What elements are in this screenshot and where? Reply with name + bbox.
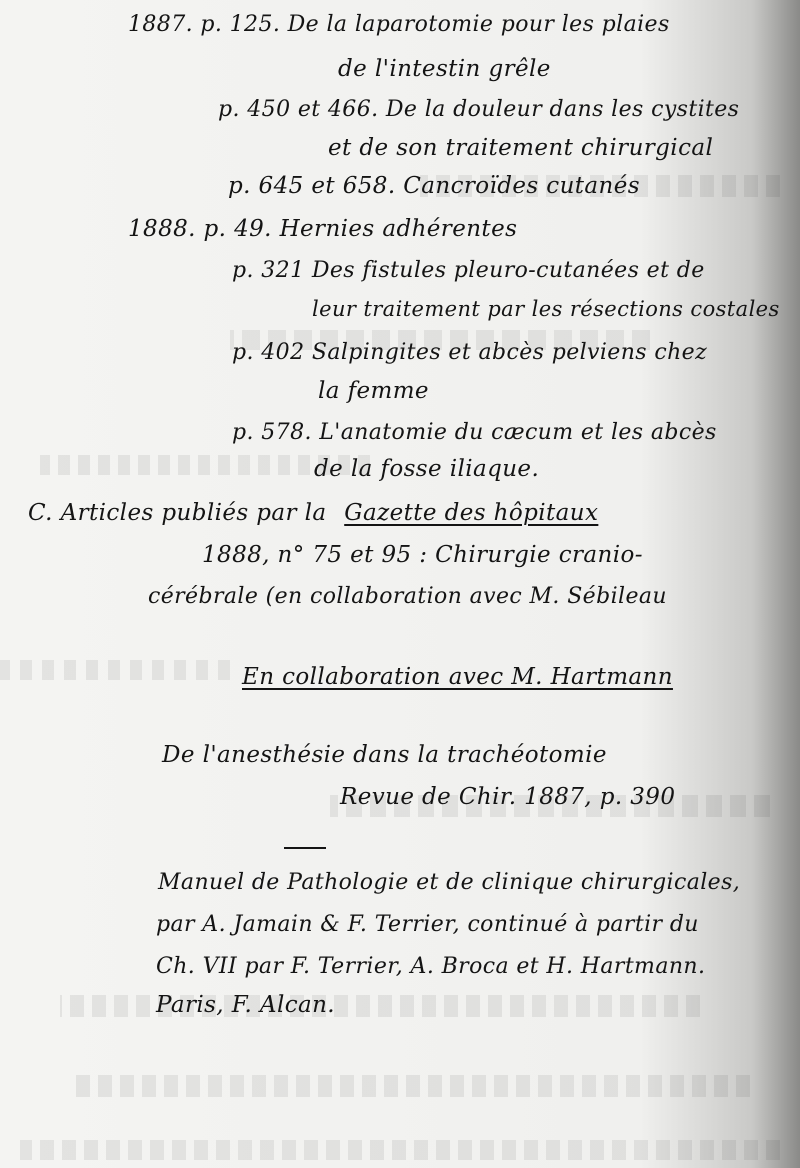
text-line: de la fosse iliaque.	[314, 456, 540, 482]
separator-dash	[284, 847, 326, 849]
text-line: Paris, F. Alcan.	[156, 992, 336, 1018]
journal-title: Gazette des hôpitaux	[344, 500, 599, 526]
text-line: p. 321 Des fistules pleuro-cutanées et de	[232, 258, 705, 283]
text-line: 1888, n° 75 et 95 : Chirurgie cranio-	[202, 542, 643, 568]
text-line: 1887. p. 125. De la laparotomie pour les plaies	[128, 12, 670, 37]
section-heading-label: C. Articles publiés par la	[28, 500, 327, 526]
text-line: Ch. VII par F. Terrier, A. Broca et H. Hartmann.	[156, 954, 706, 979]
collaboration-heading: En collaboration avec M. Hartmann	[242, 664, 673, 690]
text-line: cérébrale (en collaboration avec M. Sébileau	[148, 584, 667, 609]
text-line: de l'intestin grêle	[338, 56, 551, 82]
text-line: Revue de Chir. 1887, p. 390	[340, 784, 676, 810]
text-line: Manuel de Pathologie et de clinique chirurgicales,	[158, 870, 741, 895]
bleed-through	[70, 1075, 750, 1097]
text-line: et de son traitement chirurgical	[328, 135, 714, 161]
section-heading	[28, 500, 598, 526]
bleed-through	[20, 1140, 780, 1160]
text-line: p. 402 Salpingites et abcès pelviens chez	[232, 340, 708, 365]
text-line: leur traitement par les résections costales	[312, 297, 780, 321]
text-line: p. 645 et 658. Cancroïdes cutanés	[228, 173, 640, 199]
text-line: 1888. p. 49. Hernies adhérentes	[128, 216, 518, 242]
text-line: p. 450 et 466. De la douleur dans les cystites	[218, 97, 740, 122]
text-line: la femme	[318, 378, 429, 404]
text-line: De l'anesthésie dans la trachéotomie	[162, 742, 607, 768]
text-line: par A. Jamain & F. Terrier, continué à partir du	[156, 912, 699, 937]
bleed-through	[0, 660, 230, 680]
text-line: p. 578. L'anatomie du cæcum et les abcès	[232, 420, 717, 445]
